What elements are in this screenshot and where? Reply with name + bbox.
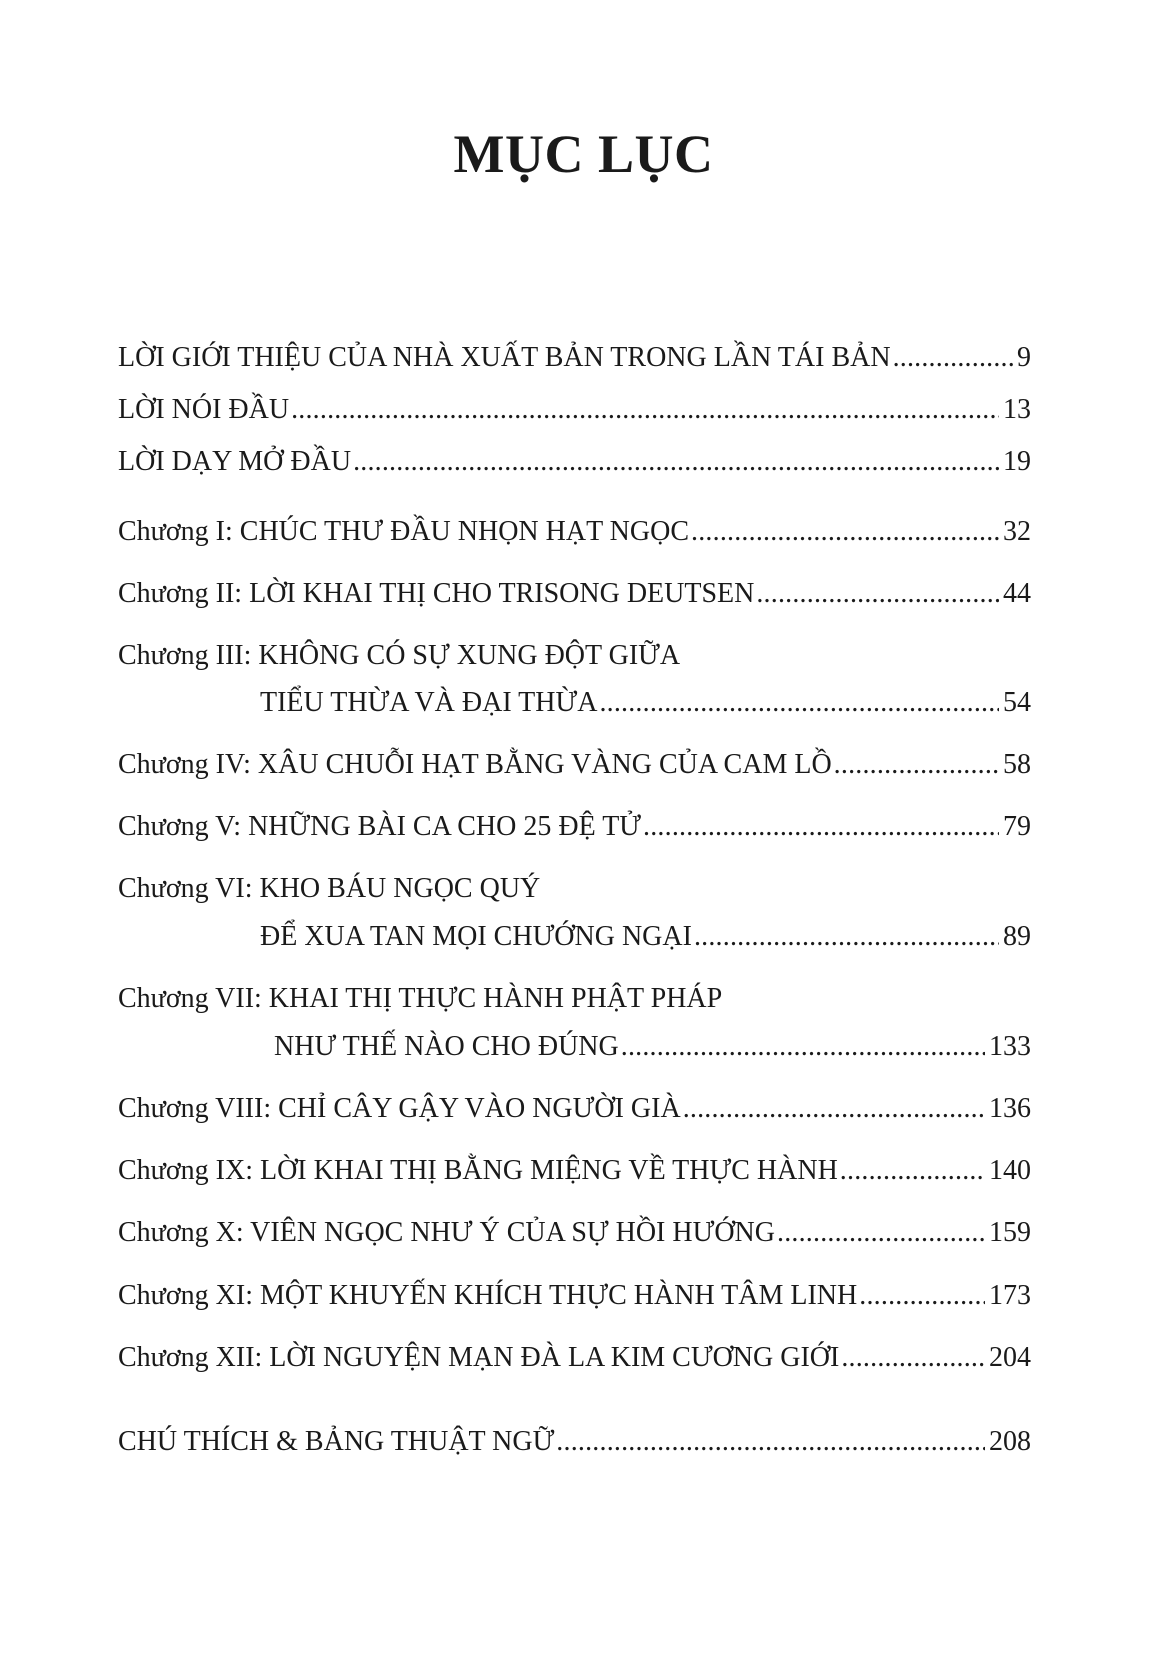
toc-entry-line	[274, 1027, 1031, 1067]
toc-entry-line	[118, 1422, 1031, 1462]
toc-entry-title: Chương IV: XÂU CHUỖI HẠT BẰNG VÀNG CỦA CAM LỒ	[118, 749, 832, 780]
toc-dot-leader	[857, 1276, 985, 1316]
toc-page-number: 173	[989, 1280, 1031, 1311]
toc-entry-title: TIỂU THỪA VÀ ĐẠI THỪA	[260, 687, 598, 718]
toc-dot-leader	[692, 917, 999, 957]
toc-page-number: 140	[989, 1155, 1031, 1186]
toc-page-number: 19	[1003, 446, 1031, 477]
toc-entry-line	[118, 574, 1031, 614]
toc-entry-title: Chương V: NHỮNG BÀI CA CHO 25 ĐỆ TỬ	[118, 811, 642, 842]
toc-dot-leader	[681, 1089, 985, 1129]
toc-entry-line	[260, 917, 1031, 957]
toc-dot-leader	[554, 1422, 985, 1462]
toc-dot-leader	[289, 390, 999, 430]
toc-entry-line	[118, 338, 1031, 378]
toc-page-number: 54	[1003, 687, 1031, 718]
toc-entry-title: Chương VIII: CHỈ CÂY GẬY VÀO NGƯỜI GIÀ	[118, 1093, 681, 1124]
toc-dot-leader	[838, 1151, 985, 1191]
table-of-contents	[118, 0, 1031, 1656]
toc-dot-leader	[641, 807, 999, 847]
toc-entry-title: Chương XII: LỜI NGUYỆN MẠN ĐÀ LA KIM CƯƠNG GIỚI	[118, 1342, 840, 1373]
toc-entry-title: LỜI DẠY MỞ ĐẦU	[118, 446, 352, 477]
toc-page-number: 32	[1003, 516, 1031, 547]
toc-page-number: 13	[1003, 394, 1031, 425]
toc-page-number: 79	[1003, 811, 1031, 842]
toc-entry-title: NHƯ THẾ NÀO CHO ĐÚNG	[274, 1031, 619, 1062]
page-title: MỤC LỤC	[453, 124, 714, 184]
toc-entry-line	[118, 807, 1031, 847]
toc-entry-title: CHÚ THÍCH & BẢNG THUẬT NGỮ	[118, 1426, 555, 1457]
toc-entry-line	[118, 1151, 1031, 1191]
toc-page-number: 9	[1017, 342, 1031, 373]
toc-dot-leader	[597, 683, 999, 723]
toc-page-number: 208	[989, 1426, 1031, 1457]
toc-dot-leader	[351, 442, 999, 482]
toc-entry-title: LỜI GIỚI THIỆU CỦA NHÀ XUẤT BẢN TRONG LẦN TÁI BẢN	[118, 342, 891, 373]
toc-entry-line	[118, 979, 1031, 1019]
toc-dot-leader	[775, 1213, 985, 1253]
toc-entry-title: Chương VII: KHAI THỊ THỰC HÀNH PHẬT PHÁP	[118, 983, 723, 1014]
toc-entry-line	[118, 390, 1031, 430]
toc-dot-leader	[619, 1027, 985, 1067]
toc-entry-line	[118, 1338, 1031, 1378]
toc-entry-title: Chương X: VIÊN NGỌC NHƯ Ý CỦA SỰ HỒI HƯỚNG	[118, 1217, 775, 1248]
toc-entry-title: Chương VI: KHO BÁU NGỌC QUÝ	[118, 873, 541, 904]
toc-entry-title: ĐỂ XUA TAN MỌI CHƯỚNG NGẠI	[260, 921, 692, 952]
toc-entry-title: Chương I: CHÚC THƯ ĐẦU NHỌN HẠT NGỌC	[118, 516, 690, 547]
toc-dot-leader	[832, 745, 999, 785]
toc-page-number: 204	[989, 1342, 1031, 1373]
toc-page-number: 159	[989, 1217, 1031, 1248]
toc-entry-line	[118, 869, 1031, 909]
toc-dot-leader	[839, 1338, 985, 1378]
toc-page-number: 89	[1003, 921, 1031, 952]
toc-entry-line	[260, 683, 1031, 723]
toc-entry-line	[118, 512, 1031, 552]
toc-dot-leader	[891, 338, 1013, 378]
toc-page-number: 58	[1003, 749, 1031, 780]
toc-entry-line	[118, 442, 1031, 482]
toc-entry-line	[118, 636, 1031, 676]
toc-dot-leader	[754, 574, 999, 614]
toc-page-number: 133	[989, 1031, 1031, 1062]
toc-entry-title: Chương XI: MỘT KHUYẾN KHÍCH THỰC HÀNH TÂM LINH	[118, 1280, 858, 1311]
toc-entry-line	[118, 1089, 1031, 1129]
toc-entry-title: Chương IX: LỜI KHAI THỊ BẰNG MIỆNG VỀ THỰC HÀNH	[118, 1155, 838, 1186]
toc-entry-title: Chương III: KHÔNG CÓ SỰ XUNG ĐỘT GIỮA	[118, 640, 681, 671]
toc-page-number: 44	[1003, 578, 1031, 609]
toc-entry-title: LỜI NÓI ĐẦU	[118, 394, 290, 425]
toc-dot-leader	[689, 512, 999, 552]
toc-entry-title: Chương II: LỜI KHAI THỊ CHO TRISONG DEUTSEN	[118, 578, 755, 609]
toc-entry-line	[118, 745, 1031, 785]
toc-page-number: 136	[989, 1093, 1031, 1124]
toc-entry-line	[118, 1276, 1031, 1316]
toc-entry-line	[118, 1213, 1031, 1253]
